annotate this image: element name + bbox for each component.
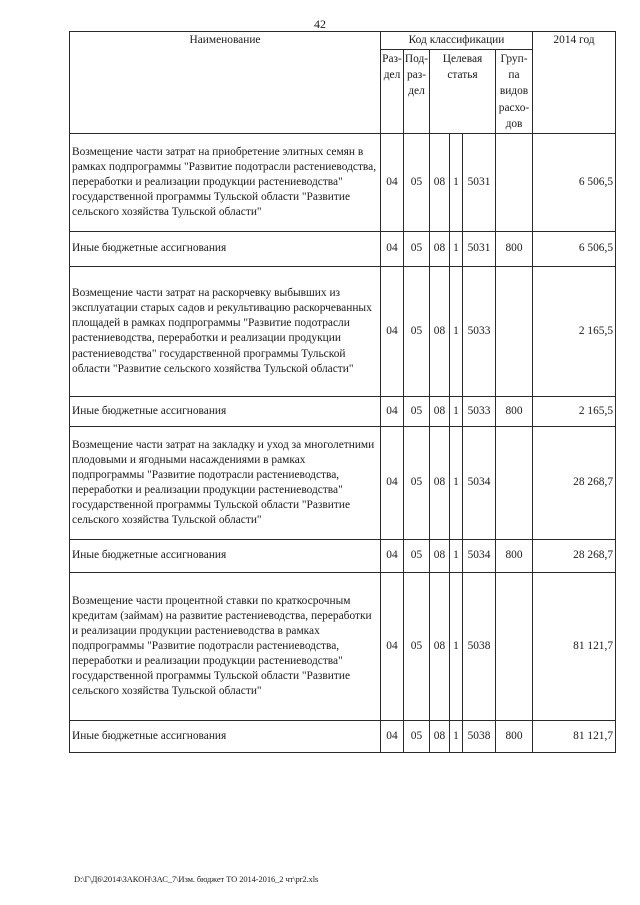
row-target-article-3: 5038: [463, 572, 496, 720]
row-subsection: 05: [404, 426, 430, 539]
row-subsection: 05: [404, 266, 430, 396]
table-row: [70, 539, 616, 572]
row-expense-group: [496, 133, 533, 231]
row-target-article-1: 08: [430, 572, 450, 720]
row-amount: 81 121,7: [533, 720, 616, 752]
row-target-article-3: 5034: [463, 539, 496, 572]
row-target-article-3: 5031: [463, 231, 496, 266]
row-target-article-2: 1: [450, 539, 463, 572]
row-target-article-2: 1: [450, 133, 463, 231]
row-section: 04: [381, 720, 404, 752]
row-expense-group: 800: [496, 231, 533, 266]
row-target-article-3: 5038: [463, 720, 496, 752]
row-target-article-1: 08: [430, 539, 450, 572]
table-row: [70, 396, 616, 426]
row-target-article-2: 1: [450, 396, 463, 426]
row-target-article-3: 5031: [463, 133, 496, 231]
header-year-2014: 2014 год: [533, 32, 616, 134]
table-row: [70, 426, 616, 539]
row-target-article-1: 08: [430, 231, 450, 266]
table-row: [70, 231, 616, 266]
row-amount: 6 506,5: [533, 231, 616, 266]
row-name: Иные бюджетные ассигнования: [70, 231, 381, 266]
row-name: Иные бюджетные ассигнования: [70, 396, 381, 426]
row-target-article-2: 1: [450, 426, 463, 539]
table-body: [70, 133, 616, 752]
row-subsection: 05: [404, 231, 430, 266]
row-section: 04: [381, 396, 404, 426]
row-target-article-1: 08: [430, 133, 450, 231]
header-target-article-text: Целевая статья: [442, 53, 483, 82]
row-target-article-3: 5033: [463, 266, 496, 396]
row-target-article-1: 08: [430, 396, 450, 426]
header-subsection: [404, 50, 430, 134]
row-target-article-3: 5033: [463, 396, 496, 426]
table-header: [70, 32, 616, 134]
header-expense-group: [496, 50, 533, 134]
row-amount: 2 165,5: [533, 266, 616, 396]
row-amount: 28 268,7: [533, 539, 616, 572]
row-section: 04: [381, 572, 404, 720]
row-amount: 2 165,5: [533, 396, 616, 426]
row-name: Возмещение части затрат на приобретение элитных семян в рамках подпрограммы "Развитие подотрасли растениеводства, переработки и реализации продукции растениеводства" государственной программы Тульской области "Развитие сельского хозяйства Тульской области": [70, 133, 381, 231]
row-expense-group: 800: [496, 720, 533, 752]
file-path-footer: D:\Г\Д6\2014\ЗАКОН\ЗАС_7\Изм. бюджет ТО 2014-2016_2 чт\pr2.xls: [74, 874, 319, 884]
header-section-text: Раз- дел: [382, 53, 402, 82]
row-name: Иные бюджетные ассигнования: [70, 720, 381, 752]
row-name: Возмещение части затрат на закладку и уход за многолетними плодовыми и ягодными насаждениями в рамках подпрограммы "Развитие подотрасли растениеводства, переработки и реализации продукции растениеводства" государственной программы Тульской области "Развитие сельского хозяйства Тульской области": [70, 426, 381, 539]
row-expense-group: 800: [496, 396, 533, 426]
row-subsection: 05: [404, 539, 430, 572]
header-subsection-text: Под- раз- дел: [404, 53, 429, 98]
row-expense-group: [496, 572, 533, 720]
header-expense-group-text: Груп- па видов расхо- дов: [498, 53, 530, 130]
row-target-article-2: 1: [450, 572, 463, 720]
table-row: [70, 572, 616, 720]
table-row: [70, 266, 616, 396]
row-amount: 28 268,7: [533, 426, 616, 539]
row-section: 04: [381, 266, 404, 396]
row-expense-group: 800: [496, 539, 533, 572]
row-section: 04: [381, 539, 404, 572]
row-subsection: 05: [404, 396, 430, 426]
row-amount: 81 121,7: [533, 572, 616, 720]
header-target-article: [430, 50, 496, 134]
row-subsection: 05: [404, 133, 430, 231]
header-name: Наименование: [70, 32, 381, 134]
row-target-article-2: 1: [450, 266, 463, 396]
row-target-article-1: 08: [430, 426, 450, 539]
row-target-article-1: 08: [430, 720, 450, 752]
header-section: [381, 50, 404, 134]
row-name: Возмещение части процентной ставки по краткосрочным кредитам (займам) на развитие растениеводства, переработки и реализации продукции растениеводства в рамках подпрограммы "Развитие подотрасли растениеводства, переработки и реализации продукции растениеводства" государственной программы Тульской области "Развитие сельского хозяйства Тульской области": [70, 572, 381, 720]
table-row: [70, 720, 616, 752]
row-subsection: 05: [404, 572, 430, 720]
row-name: Возмещение части затрат на раскорчевку выбывших из эксплуатации старых садов и рекультивацию раскорчеванных площадей в рамках подпрограммы "Развитие подотрасли растениеводства, переработки и реализации продукции растениеводства" государственной программы Тульской области "Развитие сельского хозяйства Тульской области": [70, 266, 381, 396]
row-amount: 6 506,5: [533, 133, 616, 231]
row-target-article-3: 5034: [463, 426, 496, 539]
budget-table: [69, 31, 616, 753]
row-expense-group: [496, 266, 533, 396]
page-number: 42: [314, 17, 326, 31]
row-section: 04: [381, 231, 404, 266]
table-row: [70, 133, 616, 231]
row-subsection: 05: [404, 720, 430, 752]
row-target-article-1: 08: [430, 266, 450, 396]
header-classification-code: Код классификации: [381, 32, 533, 50]
row-target-article-2: 1: [450, 231, 463, 266]
row-expense-group: [496, 426, 533, 539]
row-section: 04: [381, 426, 404, 539]
row-section: 04: [381, 133, 404, 231]
row-name: Иные бюджетные ассигнования: [70, 539, 381, 572]
row-target-article-2: 1: [450, 720, 463, 752]
